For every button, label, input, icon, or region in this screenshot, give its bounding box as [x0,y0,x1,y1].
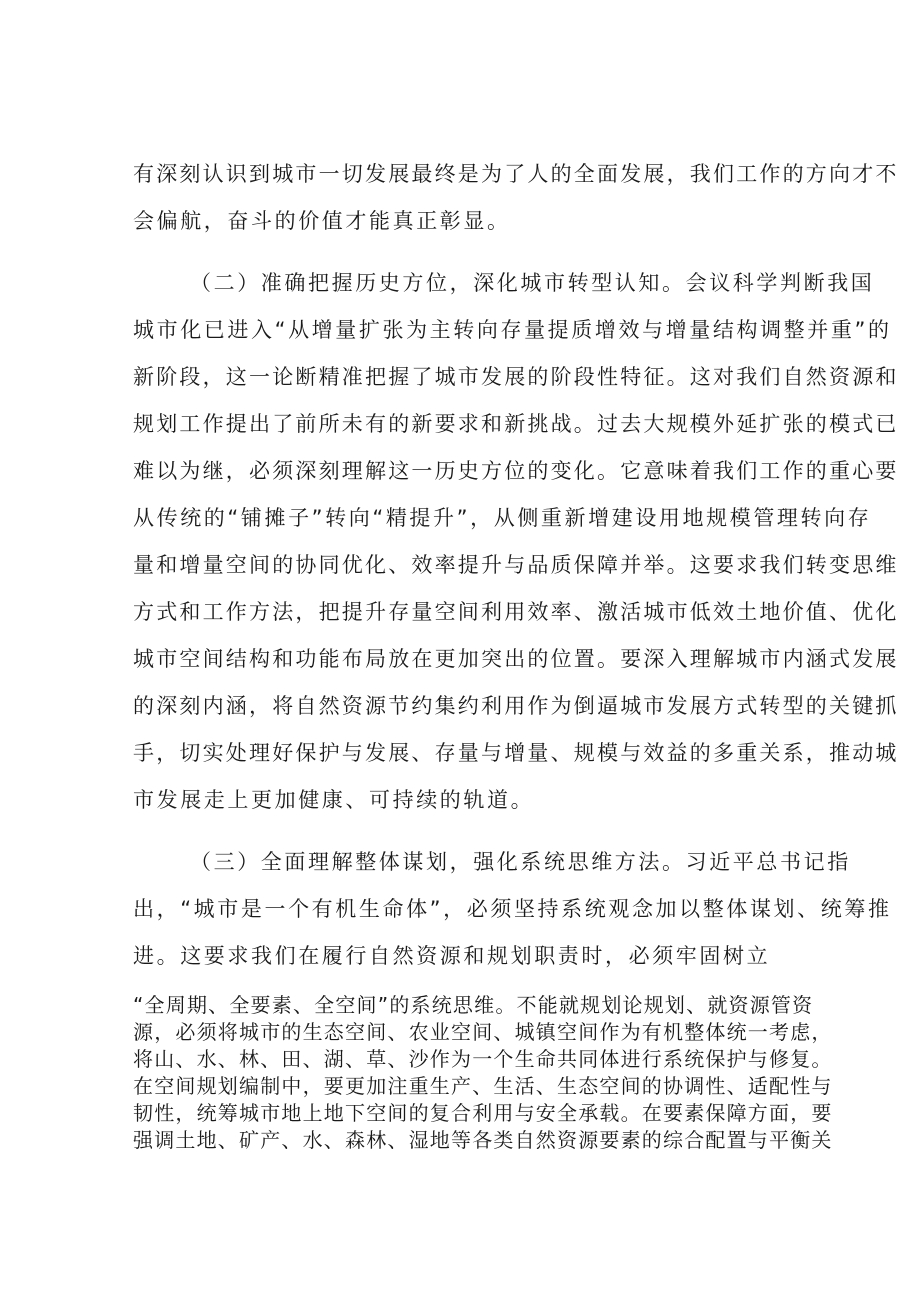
paragraph-2-line-4: 规划工作提出了前所未有的新要求和新挑战。过去大规模外延扩张的模式已 [133,412,899,436]
paragraph-1-line-2: 会偏航，奋斗的价值才能真正彰显。 [133,209,511,233]
paragraph-4-line-2: 源，必须将城市的生态空间、农业空间、城镇空间作为有机整体统一考虑， [133,1020,833,1044]
paragraph-2-line-12: 市发展走上更加健康、可持续的轨道。 [133,788,535,812]
paragraph-1-line-1: 有深刻认识到城市一切发展最终是为了人的全面发展，我们工作的方向才不 [133,162,899,186]
paragraph-2-line-5: 难以为继，必须深刻理解这一历史方位的变化。它意味着我们工作的重心要 [133,459,899,483]
paragraph-4-line-4: 在空间规划编制中，要更加注重生产、生活、生态空间的协调性、适配性与 [133,1074,833,1098]
paragraph-2-line-9: 城市空间结构和功能布局放在更加突出的位置。要深入理解城市内涵式发展 [133,647,899,671]
paragraph-2-line-2: 城市化已进入“从增量扩张为主转向存量提质增效与增量结构调整并重”的 [133,318,892,342]
paragraph-4-line-3: 将山、水、林、田、湖、草、沙作为一个生命共同体进行系统保护与修复。 [133,1047,833,1071]
paragraph-4-line-1: “全周期、全要素、全空间”的系统思维。不能就规划论规划、就资源管资 [133,993,814,1017]
paragraph-2-line-3: 新阶段，这一论断精准把握了城市发展的阶段性特征。这对我们自然资源和 [133,365,899,389]
paragraph-2-line-10: 的深刻内涵，将自然资源节约集约利用作为倒逼城市发展方式转型的关键抓 [133,694,899,718]
paragraph-2-line-11: 手，切实处理好保护与发展、存量与增量、规模与效益的多重关系，推动城 [133,741,899,765]
paragraph-2-line-8: 方式和工作方法，把提升存量空间利用效率、激活城市低效土地价值、优化 [133,600,899,624]
paragraph-2-line-1: （二）准确把握历史方位，深化城市转型认知。会议科学判断我国 [190,271,875,295]
paragraph-2-line-6: 从传统的“铺摊子”转向“精提升”，从侧重新增建设用地规模管理转向存 [133,506,872,530]
paragraph-3-line-1: （三）全面理解整体谋划，强化系统思维方法。习近平总书记指 [190,850,851,874]
paragraph-4-line-6: 强调土地、矿产、水、森林、湿地等各类自然资源要素的综合配置与平衡关 [133,1128,833,1152]
paragraph-2-line-7: 量和增量空间的协同优化、效率提升与品质保障并举。这要求我们转变思维 [133,553,899,577]
paragraph-3-line-2: 出，“城市是一个有机生命体”，必须坚持系统观念加以整体谋划、统筹推 [133,897,892,921]
paragraph-4-line-5: 韧性，统筹城市地上地下空间的复合利用与安全承载。在要素保障方面，要 [133,1101,833,1125]
paragraph-3-line-3: 进。这要求我们在履行自然资源和规划职责时，必须牢固树立 [133,944,771,968]
